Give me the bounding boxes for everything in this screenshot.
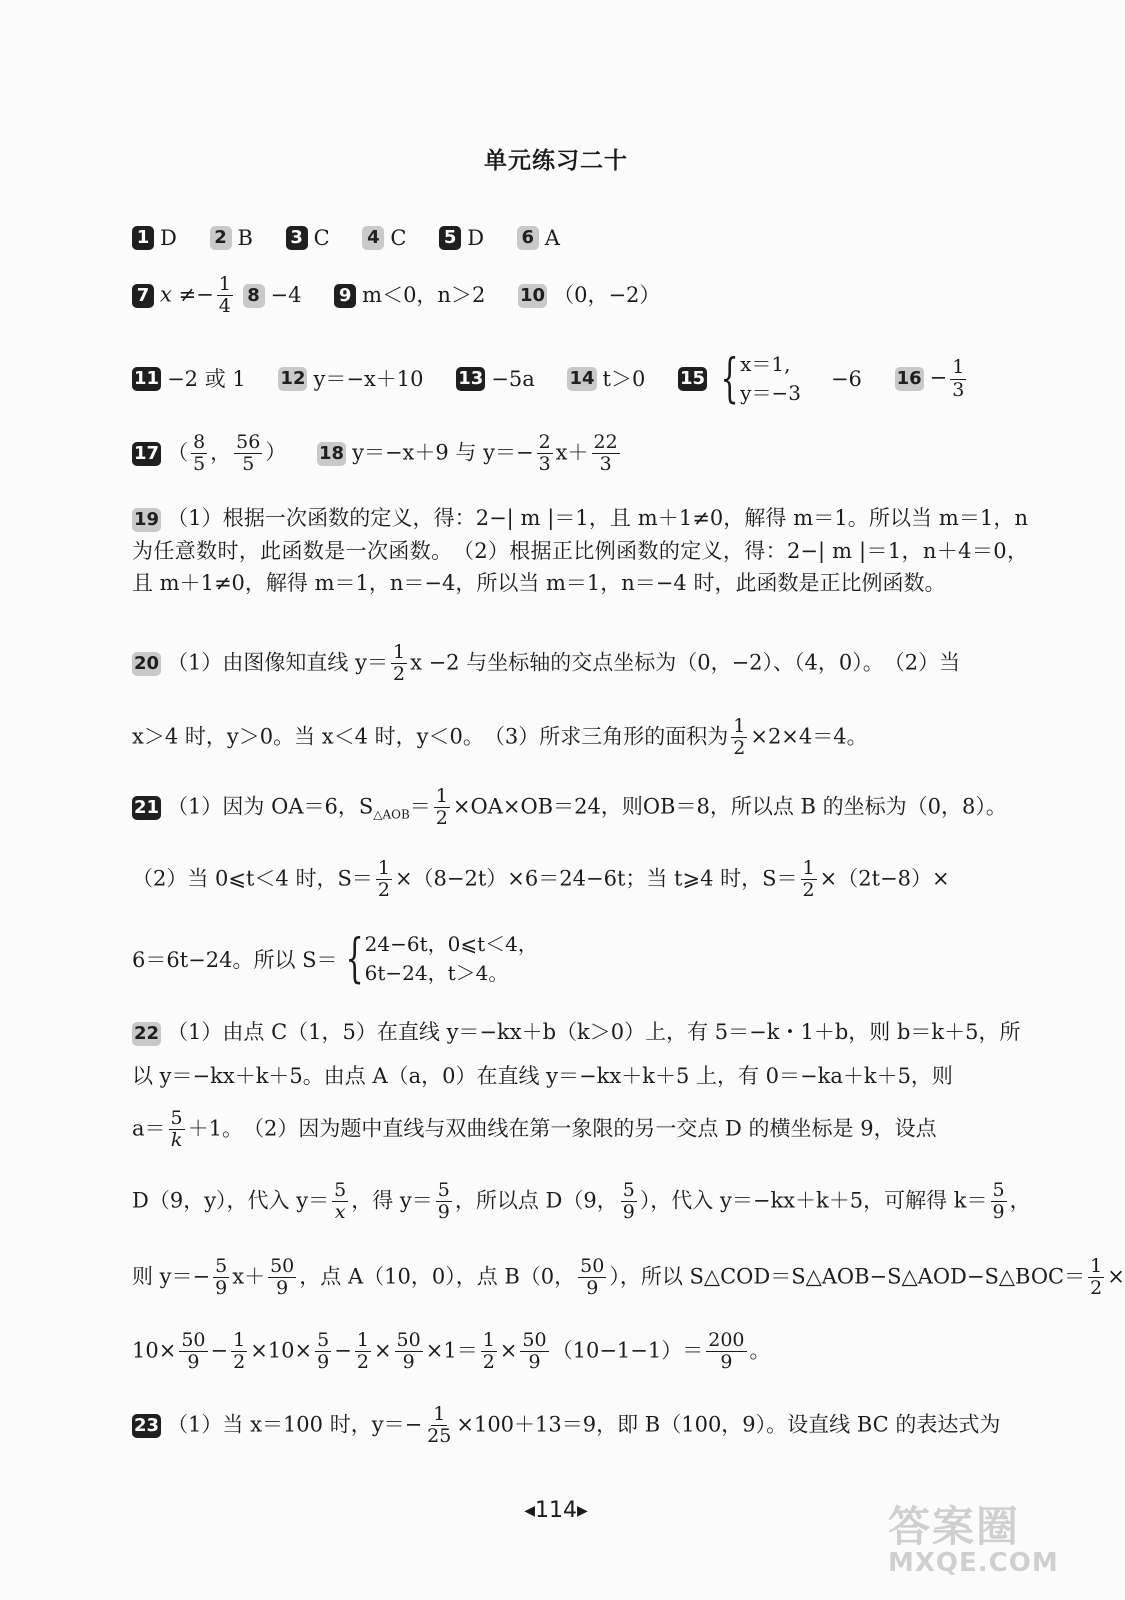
numerator: 50 bbox=[270, 1255, 295, 1277]
solution-text: ＝ bbox=[409, 794, 431, 819]
denominator: 3 bbox=[952, 378, 965, 401]
fraction bbox=[1088, 1256, 1104, 1300]
question-21-line-3 bbox=[132, 930, 1032, 988]
fraction bbox=[217, 274, 233, 318]
solution-text: 以 y＝−kx＋k＋5。由点 A（a，0）在直线 y＝−kx＋k＋5 上，有 0＝−ka＋k＋5，则 bbox=[132, 1064, 953, 1088]
fraction bbox=[332, 1180, 348, 1224]
fraction bbox=[355, 1330, 371, 1374]
numerator: 200 bbox=[708, 1329, 745, 1351]
solution-text: − bbox=[210, 1338, 229, 1363]
solution-text: ），代入 y＝−kx＋k＋5，可解得 k＝ bbox=[639, 1188, 988, 1213]
fraction bbox=[391, 642, 407, 686]
fraction bbox=[731, 716, 747, 760]
system-line: y＝−3 bbox=[740, 381, 801, 405]
answer-text: −4 bbox=[270, 283, 302, 308]
question-20-line-1 bbox=[132, 642, 1032, 686]
denominator: 9 bbox=[586, 1277, 599, 1300]
solution-text: ×10× bbox=[250, 1338, 313, 1363]
fraction bbox=[621, 1180, 637, 1224]
fraction bbox=[268, 1256, 296, 1300]
answer-text: −2 或 1 bbox=[167, 366, 246, 391]
solution-text: x＋ bbox=[232, 1264, 266, 1289]
numerator: 5 bbox=[215, 1255, 228, 1277]
answers-row-3 bbox=[132, 350, 969, 408]
numerator: 5 bbox=[334, 1179, 347, 1201]
denominator: 2 bbox=[435, 807, 448, 830]
denominator: 3 bbox=[599, 453, 612, 476]
denominator: 2 bbox=[733, 737, 746, 760]
numerator: 2 bbox=[538, 431, 551, 453]
solution-text: （10−1−1）＝ bbox=[551, 1338, 704, 1363]
solution-text: ×（8−2t）×6＝24−6t；当 t⩾4 时，S＝ bbox=[394, 866, 798, 891]
solution-text: − bbox=[334, 1338, 352, 1363]
fraction bbox=[191, 432, 207, 476]
answer-text: D bbox=[467, 225, 485, 250]
numerator: 1 bbox=[356, 1329, 369, 1351]
question-number: 2 bbox=[210, 226, 232, 250]
solution-text: 则 y＝− bbox=[132, 1264, 211, 1289]
question-number: 9 bbox=[334, 284, 356, 308]
solution-text: ， bbox=[1009, 1188, 1031, 1213]
question-number: 21 bbox=[134, 796, 160, 818]
left-triangle-icon: ◀ bbox=[524, 1503, 535, 1519]
question-number: 5 bbox=[439, 226, 461, 250]
question-number: 4 bbox=[362, 226, 384, 250]
denominator: 2 bbox=[356, 1351, 369, 1374]
denominator: 9 bbox=[276, 1277, 289, 1300]
question-number: 23 bbox=[134, 1414, 160, 1436]
right-triangle-icon: ▶ bbox=[577, 1503, 588, 1519]
denominator: 2 bbox=[392, 663, 406, 686]
question-22-line-3 bbox=[132, 1108, 1032, 1152]
answers-row-2 bbox=[132, 274, 686, 318]
solution-text: a＝ bbox=[132, 1116, 166, 1141]
answer-text: m＜0，n＞2 bbox=[362, 283, 486, 308]
numerator: 50 bbox=[522, 1329, 547, 1351]
denominator: 9 bbox=[720, 1351, 733, 1374]
answer-text: （0，−2） bbox=[553, 283, 661, 308]
watermark-logo bbox=[888, 1502, 1098, 1590]
numerator: 1 bbox=[952, 356, 965, 379]
question-22-line-6 bbox=[132, 1330, 1032, 1374]
numerator: 1 bbox=[233, 1329, 246, 1351]
question-23-line-1 bbox=[132, 1404, 1032, 1448]
denominator: 2 bbox=[482, 1351, 495, 1374]
solution-text: （1）当 x＝100 时，y＝− bbox=[167, 1412, 423, 1437]
denominator: 25 bbox=[427, 1425, 452, 1448]
question-number: 8 bbox=[243, 284, 265, 308]
solution-text: （1）由点 C（1，5）在直线 y＝−kx＋b（k＞0）上，有 5＝−k・1＋b，则 b＝k＋5，所 bbox=[167, 1020, 1021, 1044]
numerator: 1 bbox=[392, 641, 406, 663]
numerator: 50 bbox=[396, 1329, 421, 1351]
numerator: 50 bbox=[580, 1255, 605, 1277]
denominator: 5 bbox=[193, 453, 206, 476]
numerator: 1 bbox=[1090, 1255, 1103, 1277]
answer-text: y＝−x＋9 与 y＝− bbox=[352, 440, 534, 465]
answer-text: D bbox=[160, 225, 177, 250]
question-number: 7 bbox=[132, 284, 154, 308]
piecewise-system bbox=[338, 930, 538, 988]
numerator: 1 bbox=[435, 785, 448, 807]
numerator: 1 bbox=[802, 857, 815, 879]
denominator: 9 bbox=[317, 1351, 330, 1374]
question-number: 16 bbox=[896, 368, 922, 389]
denominator: 2 bbox=[802, 879, 815, 902]
solution-text: × bbox=[1107, 1264, 1125, 1289]
denominator: 2 bbox=[233, 1351, 246, 1374]
solution-text: 6＝6t−24。所以 S＝ bbox=[132, 948, 338, 972]
paren: ） bbox=[265, 440, 287, 465]
question-number: 1 bbox=[132, 226, 154, 250]
fraction bbox=[592, 432, 620, 476]
question-22-line-2 bbox=[132, 1060, 1032, 1090]
question-number: 22 bbox=[134, 1022, 160, 1044]
denominator: 9 bbox=[992, 1201, 1005, 1224]
question-number: 3 bbox=[286, 226, 308, 250]
answer-text: C bbox=[390, 225, 407, 250]
numerator: 5 bbox=[170, 1107, 183, 1129]
fraction bbox=[179, 1330, 207, 1374]
numerator: 1 bbox=[482, 1329, 495, 1351]
fraction bbox=[991, 1180, 1007, 1224]
denominator: 9 bbox=[402, 1351, 415, 1374]
question-19 bbox=[132, 502, 1028, 600]
numerator: 8 bbox=[193, 431, 206, 453]
fraction bbox=[425, 1404, 453, 1448]
solution-text: ，得 y＝ bbox=[351, 1188, 433, 1213]
answer-text: −6 bbox=[830, 366, 862, 391]
question-number: 14 bbox=[569, 368, 595, 389]
solution-text: ×OA×OB＝24，则OB＝8，所以点 B 的坐标为（0，8）。 bbox=[452, 794, 1007, 819]
fraction bbox=[436, 1180, 452, 1224]
denominator: 2 bbox=[1090, 1277, 1103, 1300]
fraction bbox=[234, 432, 262, 476]
numerator: 5 bbox=[992, 1179, 1005, 1201]
question-number: 13 bbox=[458, 368, 484, 389]
question-number: 10 bbox=[520, 284, 546, 306]
answers-row-4 bbox=[132, 432, 623, 476]
answers-row-1 bbox=[132, 226, 586, 250]
numerator: 56 bbox=[236, 431, 261, 453]
solution-text: （1）因为 OA＝6，S bbox=[167, 794, 374, 819]
answer-text: A bbox=[544, 225, 560, 250]
answer-text: x ≠− bbox=[160, 282, 214, 307]
question-number: 15 bbox=[680, 368, 706, 389]
solution-text: ＋1。 （2）因为题中直线与双曲线在第一象限的另一交点 D 的横坐标是 9，设点 bbox=[187, 1116, 937, 1141]
solution-text: （1）由图像知直线 y＝ bbox=[167, 650, 388, 675]
question-22-line-5 bbox=[132, 1255, 1125, 1300]
solution-text: ×2×4＝4。 bbox=[750, 724, 868, 749]
question-22-line-1 bbox=[132, 1016, 1032, 1046]
page-number-text: 114 bbox=[535, 1498, 577, 1523]
watermark-bottom-text: MXQE.COM bbox=[888, 1548, 1059, 1578]
numerator: 5 bbox=[437, 1179, 450, 1201]
question-22-line-4 bbox=[132, 1180, 1032, 1224]
answer-text: x＋ bbox=[555, 440, 589, 465]
fraction bbox=[376, 858, 392, 902]
solution-text: ×1＝ bbox=[425, 1338, 478, 1363]
question-21-line-1 bbox=[132, 786, 1032, 830]
fraction bbox=[213, 1256, 229, 1300]
denominator: 5 bbox=[242, 453, 255, 476]
solution-text: 10× bbox=[132, 1338, 177, 1363]
solution-text: × bbox=[499, 1338, 518, 1363]
numerator: 1 bbox=[218, 273, 231, 295]
question-number: 6 bbox=[517, 226, 539, 250]
system-line: 6t−24，t＞4。 bbox=[364, 961, 509, 985]
answer-text: B bbox=[237, 225, 253, 250]
numerator: 22 bbox=[593, 431, 618, 453]
solution-text: （1）根据一次函数的定义，得：2−| m |＝1，且 m＋1≠0，解得 m＝1。所以当 m＝1，n 为任意数时，此函数是一次函数。 （2）根据正比例函数的定义，得：2−| m |＝1，n＋4＝0，且 m＋1≠0，解得 m＝1，n＝−4，所以当 m＝1，n＝−4 时，此函数是正比例函数。 bbox=[132, 506, 1028, 596]
denominator: 9 bbox=[187, 1351, 200, 1374]
question-number: 12 bbox=[280, 368, 306, 389]
fraction bbox=[169, 1108, 185, 1152]
page-title: 单元练习二十 bbox=[484, 148, 628, 174]
answer-text: C bbox=[313, 225, 330, 250]
brace-symbol: { bbox=[720, 349, 739, 409]
denominator: 9 bbox=[215, 1277, 228, 1300]
question-number: 11 bbox=[134, 368, 160, 389]
answer-text: − bbox=[929, 365, 948, 390]
fraction bbox=[315, 1330, 331, 1374]
paren: （ bbox=[167, 440, 189, 465]
fraction bbox=[578, 1256, 606, 1300]
fraction bbox=[231, 1330, 247, 1374]
solution-text: 。 bbox=[749, 1338, 771, 1363]
question-number: 18 bbox=[319, 442, 345, 464]
denominator: k bbox=[170, 1129, 183, 1152]
solution-text: D（9，y），代入 y＝ bbox=[132, 1188, 330, 1213]
solution-text: ×100＋13＝9，即 B（100，9）。设直线 BC 的表达式为 bbox=[456, 1412, 1001, 1437]
numerator: 5 bbox=[622, 1179, 635, 1201]
numerator: 50 bbox=[181, 1329, 206, 1351]
fraction bbox=[395, 1330, 423, 1374]
denominator: 4 bbox=[218, 295, 231, 318]
question-number: 19 bbox=[134, 508, 160, 530]
equation-system bbox=[713, 350, 801, 408]
numerator: 1 bbox=[733, 715, 746, 737]
solution-text: （2）当 0⩽t＜4 时，S＝ bbox=[132, 866, 373, 891]
denominator: x bbox=[334, 1201, 346, 1224]
solution-text: ×（2t−8）× bbox=[819, 866, 950, 891]
denominator: 3 bbox=[538, 453, 551, 476]
denominator: 9 bbox=[528, 1351, 541, 1374]
fraction bbox=[434, 786, 450, 830]
fraction bbox=[801, 858, 817, 902]
fraction bbox=[537, 432, 553, 476]
solution-text: ），所以 S△COD＝S△AOB−S△AOD−S△BOC＝ bbox=[609, 1264, 1086, 1289]
solution-text: ，所以点 D（9， bbox=[454, 1188, 618, 1213]
question-20-line-2 bbox=[132, 716, 1032, 760]
comma: ， bbox=[210, 440, 232, 465]
numerator: 1 bbox=[377, 857, 390, 879]
watermark-top-text: 答案圈 bbox=[888, 1502, 1021, 1551]
solution-text: x −2 与坐标轴的交点坐标为（0，−2）、（4，0）。 （2）当 bbox=[410, 650, 961, 675]
solution-text: × bbox=[373, 1338, 392, 1363]
numerator: 5 bbox=[317, 1329, 330, 1351]
solution-text: ，点 A（10，0），点 B（0， bbox=[299, 1264, 576, 1289]
answer-text: y＝−x＋10 bbox=[313, 366, 424, 391]
numerator: 1 bbox=[433, 1403, 446, 1425]
denominator: 9 bbox=[622, 1201, 635, 1224]
brace-symbol: { bbox=[344, 929, 364, 989]
subscript: △AOB bbox=[373, 807, 410, 822]
question-number: 17 bbox=[134, 442, 160, 464]
fraction bbox=[481, 1330, 497, 1374]
answer-text: −5a bbox=[491, 366, 535, 391]
question-21-line-2 bbox=[132, 858, 1032, 902]
denominator: 9 bbox=[437, 1201, 450, 1224]
system-line: x＝1, bbox=[740, 352, 791, 376]
fraction bbox=[706, 1330, 746, 1374]
question-number: 20 bbox=[134, 652, 160, 674]
system-line: 24−6t，0⩽t＜4， bbox=[364, 932, 538, 956]
solution-text: x＞4 时，y＞0。当 x＜4 时，y＜0。 （3）所求三角形的面积为 bbox=[132, 724, 729, 749]
fraction bbox=[950, 357, 966, 401]
fraction bbox=[520, 1330, 548, 1374]
answer-text: t＞0 bbox=[602, 366, 646, 391]
denominator: 2 bbox=[377, 879, 390, 902]
